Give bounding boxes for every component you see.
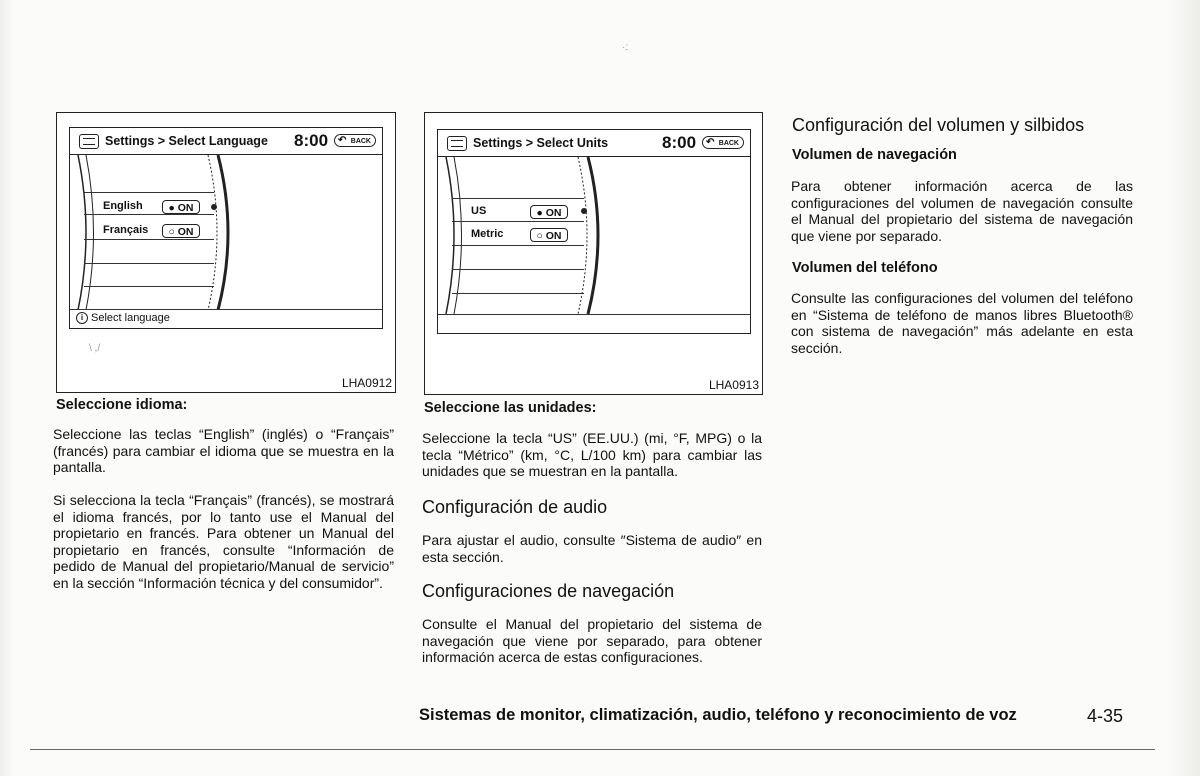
paragraph-language-1: Seleccione las teclas “English” (inglés) o “Français” (francés) para cambiar el idioma que se muestra en la pantalla. [53, 426, 394, 475]
screen-clock: 8:00 [294, 131, 329, 150]
heading-audio-settings: Configuración de audio [422, 497, 608, 517]
row-divider [452, 293, 584, 294]
radio-filled-icon: ● [168, 202, 175, 214]
page-shadow-right [1166, 0, 1200, 776]
screen-breadcrumb: Settings > Select Language [105, 134, 268, 148]
screen-language [69, 127, 383, 329]
footer-section-title: Sistemas de monitor, climatización, audio, teléfono y reconocimiento de voz [419, 706, 1017, 724]
paragraph-phone-volume: Consulte las configuraciones del volumen del teléfono en “Sistema de teléfono de manos libres Bluetooth® con sistema de navegación” más adelante en esta sección. [791, 290, 1133, 356]
footer-rule [30, 749, 1155, 750]
subheading-navigation-volume: Volumen de navegación [792, 147, 957, 163]
screen-header [438, 130, 750, 157]
screen-units [437, 129, 751, 334]
menu-icon[interactable] [79, 134, 99, 149]
status-divider [70, 309, 382, 310]
metric-on-button[interactable] [530, 228, 568, 242]
figure-units [424, 112, 763, 395]
scan-speck: ·: [622, 42, 629, 53]
option-english-label[interactable]: English [103, 200, 143, 212]
row-divider [452, 221, 584, 222]
radio-empty-icon: ○ [168, 226, 175, 238]
figure-code: LHA0913 [708, 378, 759, 392]
radio-empty-icon: ○ [536, 230, 543, 242]
menu-icon[interactable] [447, 136, 467, 151]
figure-code: LHA0912 [341, 376, 392, 390]
option-metric-label[interactable]: Metric [471, 228, 504, 240]
paragraph-language-2: Si selecciona la tecla “Français” (francés), se mostrará el idioma francés, por lo tanto use el Manual del propietario en francés. Para obtener un Manual del propietario en francés, consulte “Información de pedido de Manual del propietario/Manual de servicio” en la sección “Información técnica y del consumidor”. [53, 492, 394, 591]
screen-breadcrumb: Settings > Select Units [473, 136, 609, 150]
button-text: ON [545, 207, 562, 219]
subheading-phone-volume: Volumen del teléfono [792, 260, 938, 276]
paragraph-units: Seleccione la tecla “US” (EE.UU.) (mi, °F, MPG) o la tecla “Métrico” (km, °C, L/100 km) para cambiar las unidades que se muestran en la pantalla. [422, 430, 762, 479]
row-divider [452, 245, 584, 246]
paragraph-audio: Para ajustar el audio, consulte ″Sistema de audio″ en esta sección. [422, 532, 762, 565]
us-on-button[interactable] [530, 205, 568, 219]
heading-volume-settings: Configuración del volumen y silbidos [792, 115, 1085, 135]
back-button[interactable]: ↶ BACK [334, 134, 376, 147]
status-bar [76, 312, 170, 324]
row-divider [84, 286, 214, 287]
row-divider [84, 192, 214, 193]
screen-clock: 8:00 [662, 133, 697, 152]
page-shadow-left [0, 0, 14, 776]
francais-on-button[interactable] [162, 224, 200, 238]
page-number: 4-35 [1087, 706, 1124, 726]
figure-language [56, 112, 396, 393]
row-divider [452, 198, 584, 199]
row-divider [84, 214, 214, 215]
caption-select-language: Seleccione idioma: [56, 397, 188, 413]
info-icon: i [76, 312, 88, 324]
paragraph-navigation: Consulte el Manual del propietario del sistema de navegación que viene por separado, para obtener información acerca de estas configuraciones. [422, 616, 762, 665]
heading-navigation-settings: Configuraciones de navegación [422, 581, 675, 601]
status-divider [438, 314, 750, 315]
back-button[interactable]: ↶ BACK [702, 136, 744, 149]
caption-select-units: Seleccione las unidades: [424, 400, 597, 416]
english-on-button[interactable] [162, 200, 200, 214]
option-us-label[interactable]: US [471, 205, 487, 217]
paragraph-navigation-volume: Para obtener información acerca de las configuraciones del volumen de navegación consulte el Manual del propietario del sistema de navegación que viene por separado. [791, 178, 1133, 244]
button-text: ON [545, 230, 562, 242]
button-text: ON [177, 202, 194, 214]
row-divider [84, 239, 214, 240]
row-divider [452, 269, 584, 270]
radio-filled-icon: ● [536, 207, 543, 219]
status-text: Select language [91, 312, 170, 324]
screen-header [70, 128, 382, 155]
scan-mark: \ ,/ [89, 343, 101, 354]
button-text: ON [177, 226, 194, 238]
row-divider [84, 263, 214, 264]
option-francais-label[interactable]: Français [103, 224, 149, 236]
